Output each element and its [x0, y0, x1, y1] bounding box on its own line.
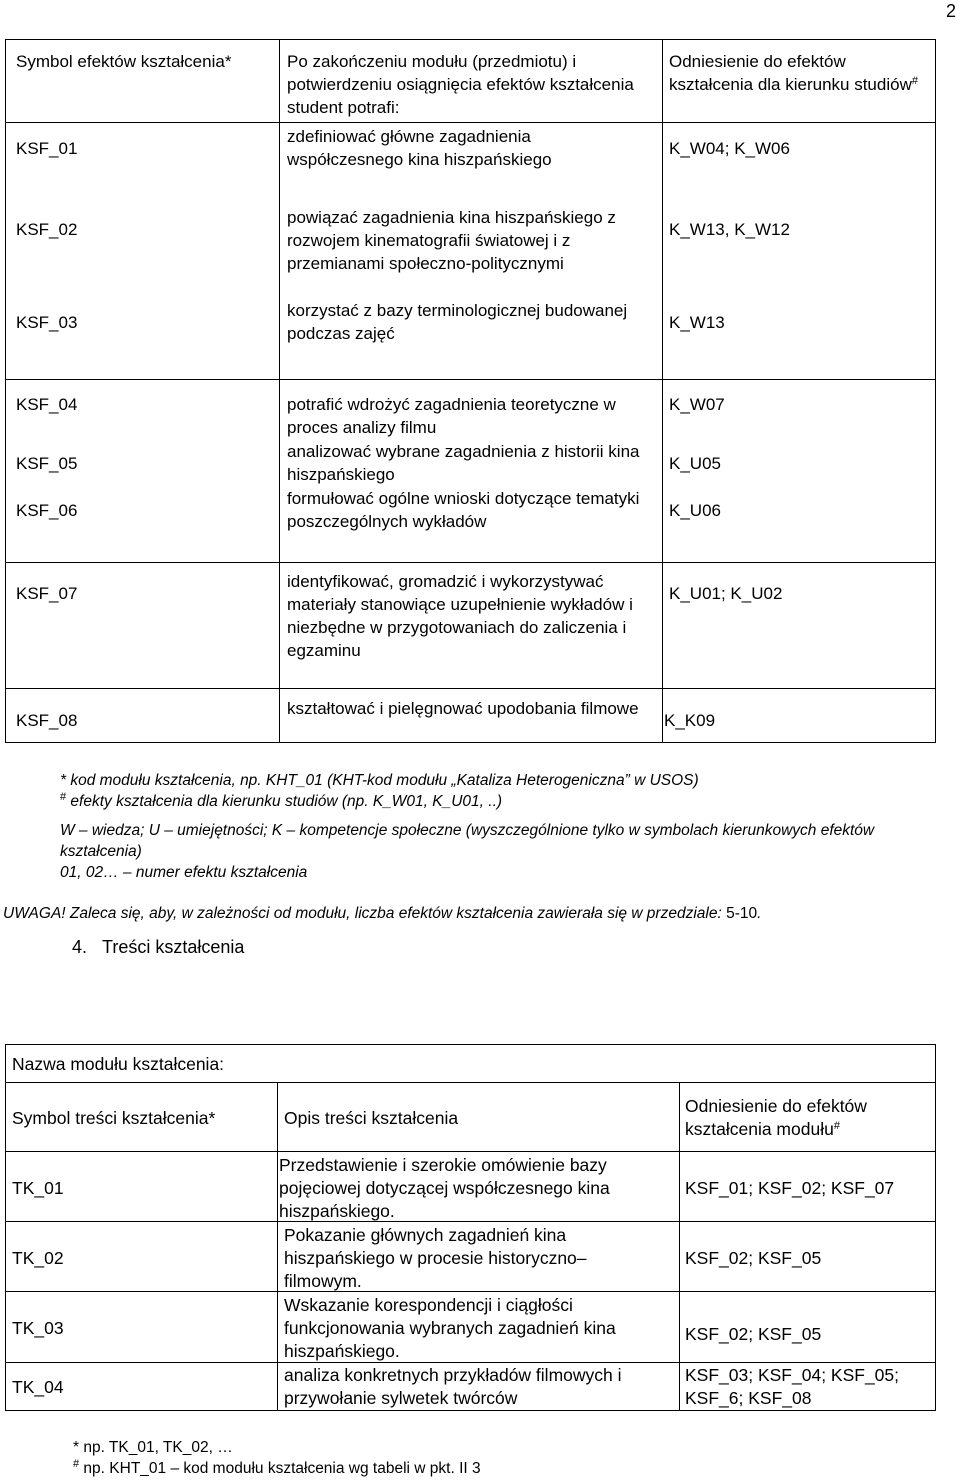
table-divider — [279, 40, 280, 742]
table-row-reference: KSF_02; KSF_05 — [685, 1248, 822, 1268]
table-row-description: analizować wybrane zagadnienia z historii kina hiszpańskiego — [287, 442, 640, 484]
table-row-symbol: KSF_08 — [16, 711, 78, 730]
table-row-symbol: KSF_03 — [16, 313, 78, 332]
header-symbol: Symbol treści kształcenia* — [12, 1108, 216, 1128]
table-row-description: formułować ogólne wnioski dotyczące tematyki poszczególnych wykładów — [287, 489, 640, 531]
table-row-description: kształtować i pielęgnować upodobania filmowe — [287, 699, 639, 718]
table-row-description: identyfikować, gromadzić i wykorzystywać materiały stanowiące uzupełnienie wykładów i niezbędne w przygotowaniach do zaliczenia i egzaminu — [287, 572, 633, 660]
footnote-legend: W – wiedza; U – umiejętności; K – kompetencje społeczne (wyszczególnione tylko w symbolach kierunkowych efektów kształcenia) — [60, 822, 875, 860]
table-divider — [662, 40, 663, 742]
table-row-description: analiza konkretnych przykładów filmowych i przywołanie sylwetek twórców — [284, 1365, 622, 1408]
section-heading: 4. Treści kształcenia — [72, 937, 245, 957]
table-row-reference: K_W13 — [669, 313, 725, 332]
table-row-description: Przedstawienie i szerokie omówienie bazy pojęciowej dotyczącej współczesnego kina hiszpańskiego. — [279, 1155, 610, 1221]
table-row-reference: K_W07 — [669, 395, 725, 414]
table-row-symbol: KSF_06 — [16, 501, 78, 520]
table-row-reference: K_W04; K_W06 — [669, 139, 790, 158]
header-description: Opis treści kształcenia — [284, 1108, 459, 1128]
row-divider — [6, 562, 935, 563]
footnote-module-code: * kod modułu kształcenia, np. KHT_01 (KHT-kod modułu „Kataliza Heterogeniczna” w USOS) — [60, 772, 699, 789]
header-reference: Odniesienie do efektów kształcenia dla kierunku studiów# — [669, 52, 918, 94]
footnote-numbering: 01, 02… – numer efektu kształcenia — [60, 864, 308, 881]
table-row-description: zdefiniować główne zagadnienia współczesnego kina hiszpańskiego — [287, 127, 552, 169]
header-reference: Odniesienie do efektów kształcenia modułu# — [685, 1096, 867, 1139]
table-row-reference: K_K09 — [664, 711, 716, 730]
header-description: Po zakończeniu modułu (przedmiotu) i potwierdzeniu osiągnięcia efektów kształcenia student potrafi: — [287, 52, 634, 117]
bottom-note-examples: * np. TK_01, TK_02, … — [73, 1439, 233, 1456]
table-row-symbol: KSF_07 — [16, 584, 78, 603]
row-divider — [6, 1221, 935, 1222]
table-row-reference: KSF_02; KSF_05 — [685, 1324, 822, 1344]
row-divider — [6, 1082, 935, 1083]
content-table — [5, 1044, 936, 1411]
learning-outcomes-table — [5, 39, 936, 743]
table-row-symbol: KSF_04 — [16, 395, 78, 414]
table-row-description: Pokazanie głównych zagadnień kina hiszpańskiego w procesie historyczno–filmowym. — [284, 1225, 587, 1291]
header-symbol: Symbol efektów kształcenia* — [16, 52, 232, 71]
table-divider — [277, 1082, 278, 1410]
table-row-description: korzystać z bazy terminologicznej budowanej podczas zajęć — [287, 301, 628, 343]
row-divider — [6, 122, 935, 123]
table-row-symbol: KSF_02 — [16, 220, 78, 239]
table-row-description: Wskazanie korespondencji i ciągłości funkcjonowania wybranych zagadnień kina hiszpańskiego. — [284, 1295, 616, 1361]
row-divider — [6, 1362, 935, 1363]
row-divider — [6, 1151, 935, 1152]
table-row-symbol: TK_03 — [12, 1318, 64, 1338]
table-row-symbol: KSF_01 — [16, 139, 78, 158]
table-row-reference: K_U01; K_U02 — [669, 584, 783, 603]
warning-note: UWAGA! Zaleca się, aby, w zależności od modułu, liczba efektów kształcenia zawierała się w przedziale: 5-10. — [3, 905, 762, 922]
row-divider — [6, 688, 935, 689]
page-number: 2 — [945, 1, 956, 21]
table-row-reference: K_U05 — [669, 454, 721, 473]
table-row-symbol: TK_04 — [12, 1377, 64, 1397]
table-row-reference: K_U06 — [669, 501, 721, 520]
table-row-symbol: TK_02 — [12, 1248, 64, 1268]
table-row-description: powiązać zagadnienia kina hiszpańskiego z rozwojem kinematografii światowej i z przemianami społeczno-politycznymi — [287, 208, 616, 273]
table-row-reference: KSF_01; KSF_02; KSF_07 — [685, 1178, 895, 1198]
row-divider — [6, 1291, 935, 1292]
bottom-note-module-code: # np. KHT_01 – kod modułu kształcenia wg tabeli w pkt. II 3 — [73, 1458, 481, 1477]
module-name-label: Nazwa modułu kształcenia: — [12, 1054, 225, 1074]
table-divider — [679, 1082, 680, 1410]
table-row-description: potrafić wdrożyć zagadnienia teoretyczne w proces analizy filmu — [287, 395, 616, 437]
table-row-symbol: KSF_05 — [16, 454, 78, 473]
row-divider — [6, 379, 935, 380]
table-row-symbol: TK_01 — [12, 1178, 64, 1198]
table-row-reference: K_W13, K_W12 — [669, 220, 790, 239]
footnote-effects: # efekty kształcenia dla kierunku studiów (np. K_W01, K_U01, ..) — [60, 791, 503, 810]
table-row-reference: KSF_03; KSF_04; KSF_05; KSF_6; KSF_08 — [685, 1365, 900, 1408]
